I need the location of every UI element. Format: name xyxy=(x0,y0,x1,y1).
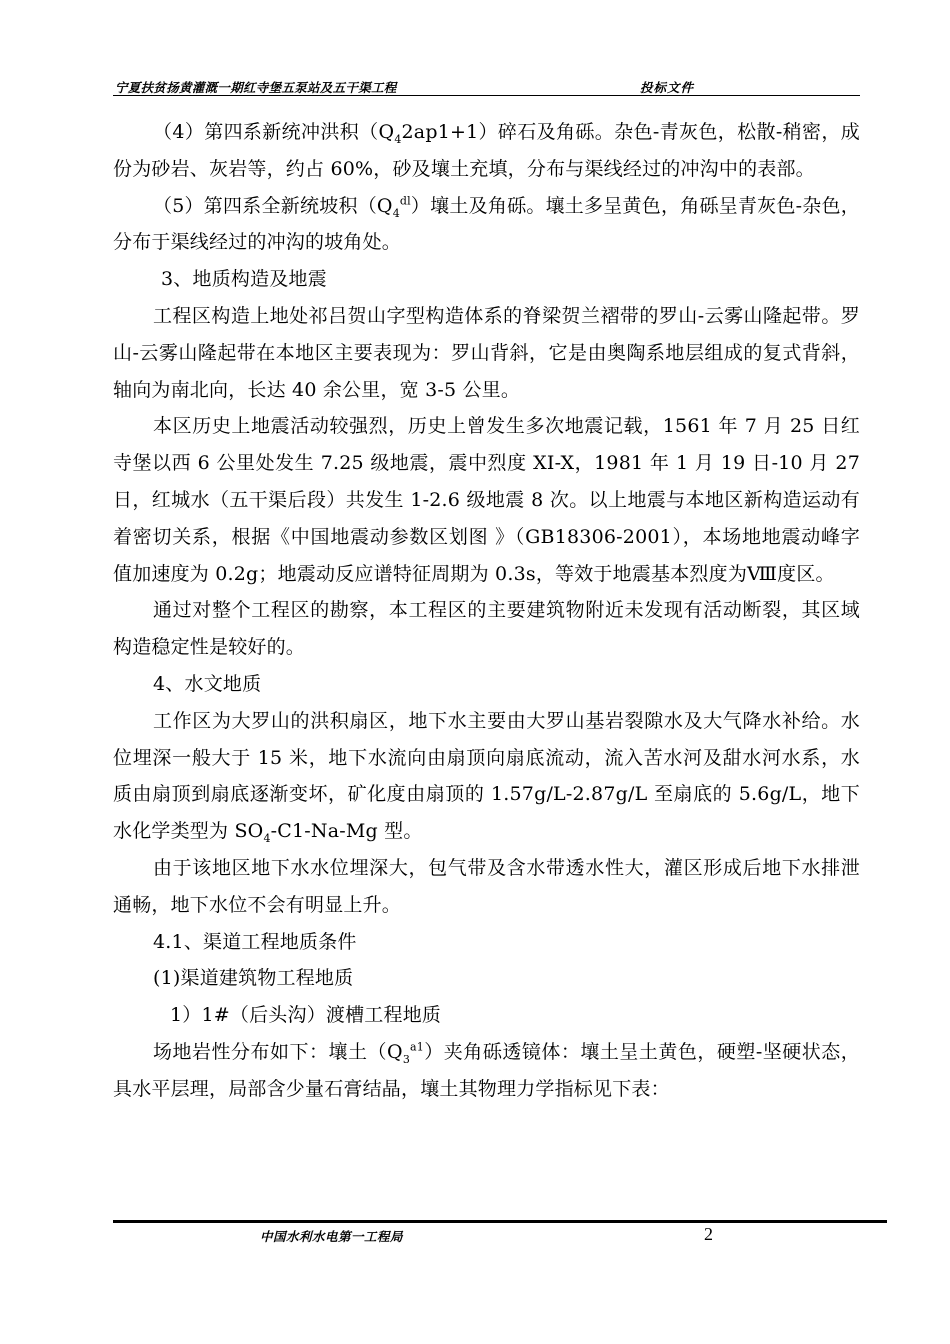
paragraph-water-level: 由于该地区地下水水位埋深大，包气带及含水带透水性大，灌区形成后地下水排泄通畅，地下水位不会有明显上升。 xyxy=(113,856,860,916)
footer-divider xyxy=(113,1220,887,1223)
heading-canal-conditions: 4.1、渠道工程地质条件 xyxy=(153,930,357,953)
document-body xyxy=(113,114,860,1108)
paragraph-stratum-4: （4）第四系新统冲洪积$(Q_42ap1+1)$碎石及角砾。杂色-青灰色，松散-稍密，成份为砂岩、灰岩等，约占 60%，砂及壤土充填，分布与渠线经过的冲沟中的表部。 xyxy=(113,121,860,180)
heading-geologic-structure: 3、地质构造及地震 xyxy=(161,268,327,291)
header-divider xyxy=(113,95,860,96)
heading-canal-structures: (1)渠道建筑物工程地质 xyxy=(153,967,354,990)
heading-hydrogeology: 4、水文地质 xyxy=(153,672,262,695)
paragraph-stratum-5: （5）第四系全新统坡积$(Q_4^{dl})$壤土及角砾。壤土多呈黄色，角砾呈青灰色-杂色，分布于渠线经过的冲沟的坡角处。 xyxy=(113,194,860,254)
header-project-title: 宁夏扶贫扬黄灌溉一期红寺堡五泵站及五干渠工程 xyxy=(115,80,397,95)
page-number: 2 xyxy=(704,1224,713,1244)
header-document-type: 投标文件 xyxy=(640,80,695,95)
footer-organization: 中国水利水电第一工程局 xyxy=(260,1229,404,1244)
paragraph-stability: 通过对整个工程区的勘察，本工程区的主要建筑物附近未发现有活动断裂，其区域构造稳定性是较好的。 xyxy=(113,599,860,659)
paragraph-groundwater: 工作区为大罗山的洪积扇区，地下水主要由大罗山基岩裂隙水及大气降水补给。水位埋深一般大于 15 米，地下水流向由扇顶向扇底流动，流入苦水河及甜水河水系，水质由扇顶到扇底逐渐变坏，矿化度由扇顶的 1.57g/L-2.87g/L 至扇底的 5.6g/L，地下水化学类型为 $SO_4-C1-Na-Mg$ 型。 xyxy=(113,709,860,845)
page-header xyxy=(113,76,860,96)
paragraph-site-lithology: 场地岩性分布如下：壤土$(Q_3^{a1})$夹角砾透镜体：壤土呈土黄色，硬塑-坚硬状态，具水平层理，局部含少量石膏结晶，壤土其物理力学指标见下表： xyxy=(113,1040,860,1100)
paragraph-earthquake: 本区历史上地震活动较强烈，历史上曾发生多次地震记载，1561 年 7 月 25 日红寺堡以西 6 公里处发生 7.25 级地震，震中烈度 XI-X，1981 年 1 月 19 日-10 月 27 日，红城水（五干渠后段）共发生 1-2.6 级地震 8 次。以上地震与本地区新构造运动有着密切关系，根据《中国地震动参数区划图 》（GB18306-2001），本场地地震动峰字值加速度为 0.2g；地震动反应谱特征周期为 0.3s，等效于地震基本烈度为Ⅷ度区。 xyxy=(113,415,860,585)
heading-aqueduct-1: 1）1#（后头沟）渡槽工程地质 xyxy=(170,1004,442,1027)
paragraph-structure: 工程区构造上地处祁吕贺山字型构造体系的脊梁贺兰褶带的罗山-云雾山隆起带。罗山-云雾山隆起带在本地区主要表现为：罗山背斜，它是由奥陶系地层组成的复式背斜，轴向为南北向，长达 40 余公里，宽 3-5 公里。 xyxy=(113,304,860,401)
